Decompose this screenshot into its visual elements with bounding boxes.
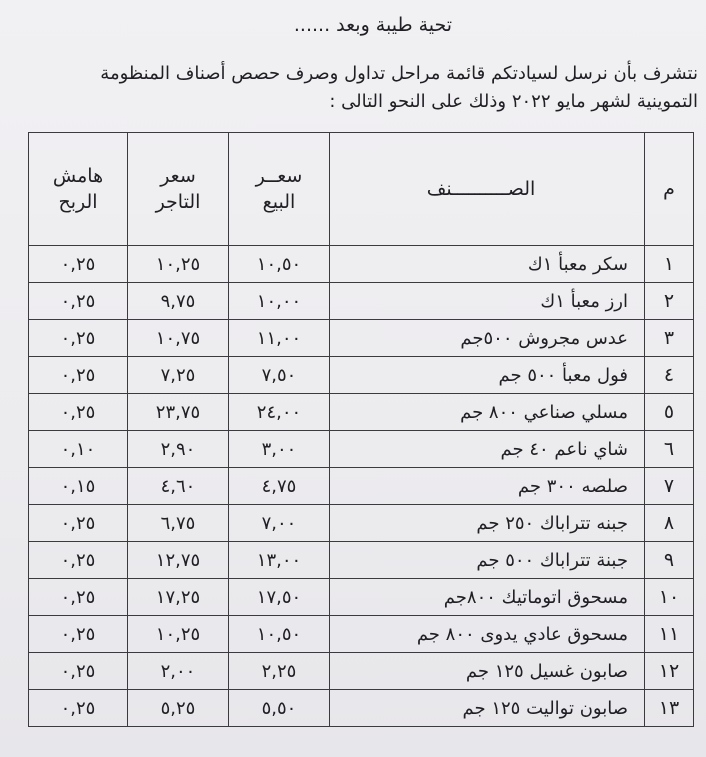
profit-margin: ٠,٢٥ [29,616,128,653]
trader-price: ١٧,٢٥ [128,579,229,616]
row-number: ١١ [645,616,694,653]
profit-margin: ٠,١٥ [29,468,128,505]
profit-margin: ٠,٢٥ [29,246,128,283]
table-row [29,505,694,542]
header-selling-price-line2: البيع [262,191,296,213]
selling-price: ١١,٠٠ [229,320,330,357]
header-profit-margin-line2: الربح [58,191,98,213]
trader-price: ١٠,٢٥ [128,246,229,283]
row-number: ٧ [645,468,694,505]
row-number: ٨ [645,505,694,542]
table-row [29,468,694,505]
row-number: ١٠ [645,579,694,616]
price-table [28,132,694,727]
table-row [29,653,694,690]
table-row [29,357,694,394]
trader-price: ٢,٠٠ [128,653,229,690]
row-number: ١٣ [645,690,694,727]
profit-margin: ٠,٢٥ [29,579,128,616]
selling-price: ١٣,٠٠ [229,542,330,579]
trader-price: ٥,٢٥ [128,690,229,727]
intro-line-1: نتشرف بأن نرسل لسيادتكم قائمة مراحل تداول وصرف حصص أصناف المنظومة [100,63,698,84]
trader-price: ١٠,٧٥ [128,320,229,357]
item-name: فول معبأ ٥٠٠ جم [330,357,645,394]
trader-price: ١٠,٢٥ [128,616,229,653]
item-name: صلصه ٣٠٠ جم [330,468,645,505]
intro-line-2: التموينية لشهر مايو ٢٠٢٢ وذلك على النحو التالى : [329,91,698,112]
item-name: شاي ناعم ٤٠ جم [330,431,645,468]
profit-margin: ٠,٢٥ [29,357,128,394]
table-row [29,246,694,283]
intro-paragraph [8,60,698,116]
table-row [29,542,694,579]
trader-price: ٧,٢٥ [128,357,229,394]
selling-price: ٥,٥٠ [229,690,330,727]
profit-margin: ٠,٢٥ [29,542,128,579]
price-table-header [29,133,694,246]
selling-price: ٧,٠٠ [229,505,330,542]
trader-price: ٢٣,٧٥ [128,394,229,431]
row-number: ١٢ [645,653,694,690]
profit-margin: ٠,١٠ [29,431,128,468]
profit-margin: ٠,٢٥ [29,690,128,727]
trader-price: ٤,٦٠ [128,468,229,505]
table-row [29,579,694,616]
selling-price: ١٠,٠٠ [229,283,330,320]
header-number: م [645,133,694,246]
item-name: صابون تواليت ١٢٥ جم [330,690,645,727]
row-number: ٤ [645,357,694,394]
profit-margin: ٠,٢٥ [29,320,128,357]
selling-price: ١٧,٥٠ [229,579,330,616]
item-name: صابون غسيل ١٢٥ جم [330,653,645,690]
trader-price: ٦,٧٥ [128,505,229,542]
profit-margin: ٠,٢٥ [29,653,128,690]
table-row [29,283,694,320]
greeting-line: تحية طيبة وبعد ...... [293,14,453,36]
profit-margin: ٠,٢٥ [29,505,128,542]
row-number: ٢ [645,283,694,320]
row-number: ٩ [645,542,694,579]
item-name: مسحوق اتوماتيك ٨٠٠جم [330,579,645,616]
trader-price: ٩,٧٥ [128,283,229,320]
selling-price: ٣,٠٠ [229,431,330,468]
row-number: ٦ [645,431,694,468]
header-row [29,133,694,246]
profit-margin: ٠,٢٥ [29,283,128,320]
header-trader-price-line2: التاجر [155,191,201,213]
table-row [29,616,694,653]
item-name: مسلي صناعي ٨٠٠ جم [330,394,645,431]
profit-margin: ٠,٢٥ [29,394,128,431]
item-name: ارز معبأ ١ك [330,283,645,320]
selling-price: ٢٤,٠٠ [229,394,330,431]
trader-price: ٢,٩٠ [128,431,229,468]
selling-price: ١٠,٥٠ [229,246,330,283]
header-profit-margin-line1: هامش [52,165,104,187]
header-trader-price-line1: سعر [160,165,196,187]
item-name: جبنه تتراباك ٢٥٠ جم [330,505,645,542]
item-name: سكر معبأ ١ك [330,246,645,283]
row-number: ٥ [645,394,694,431]
header-profit-margin [29,133,128,246]
table-row [29,320,694,357]
row-number: ١ [645,246,694,283]
trader-price: ١٢,٧٥ [128,542,229,579]
selling-price: ٢,٢٥ [229,653,330,690]
header-selling-price-line1: سعــر [255,165,303,187]
item-name: جبنة تتراباك ٥٠٠ جم [330,542,645,579]
selling-price: ٧,٥٠ [229,357,330,394]
row-number: ٣ [645,320,694,357]
header-trader-price [128,133,229,246]
item-name: مسحوق عادي يدوى ٨٠٠ جم [330,616,645,653]
table-row [29,431,694,468]
table-row [29,690,694,727]
header-selling-price [229,133,330,246]
table-row [29,394,694,431]
selling-price: ٤,٧٥ [229,468,330,505]
selling-price: ١٠,٥٠ [229,616,330,653]
header-item: الصــــــــــنف [330,133,645,246]
item-name: عدس مجروش ٥٠٠جم [330,320,645,357]
price-table-body [29,246,694,727]
